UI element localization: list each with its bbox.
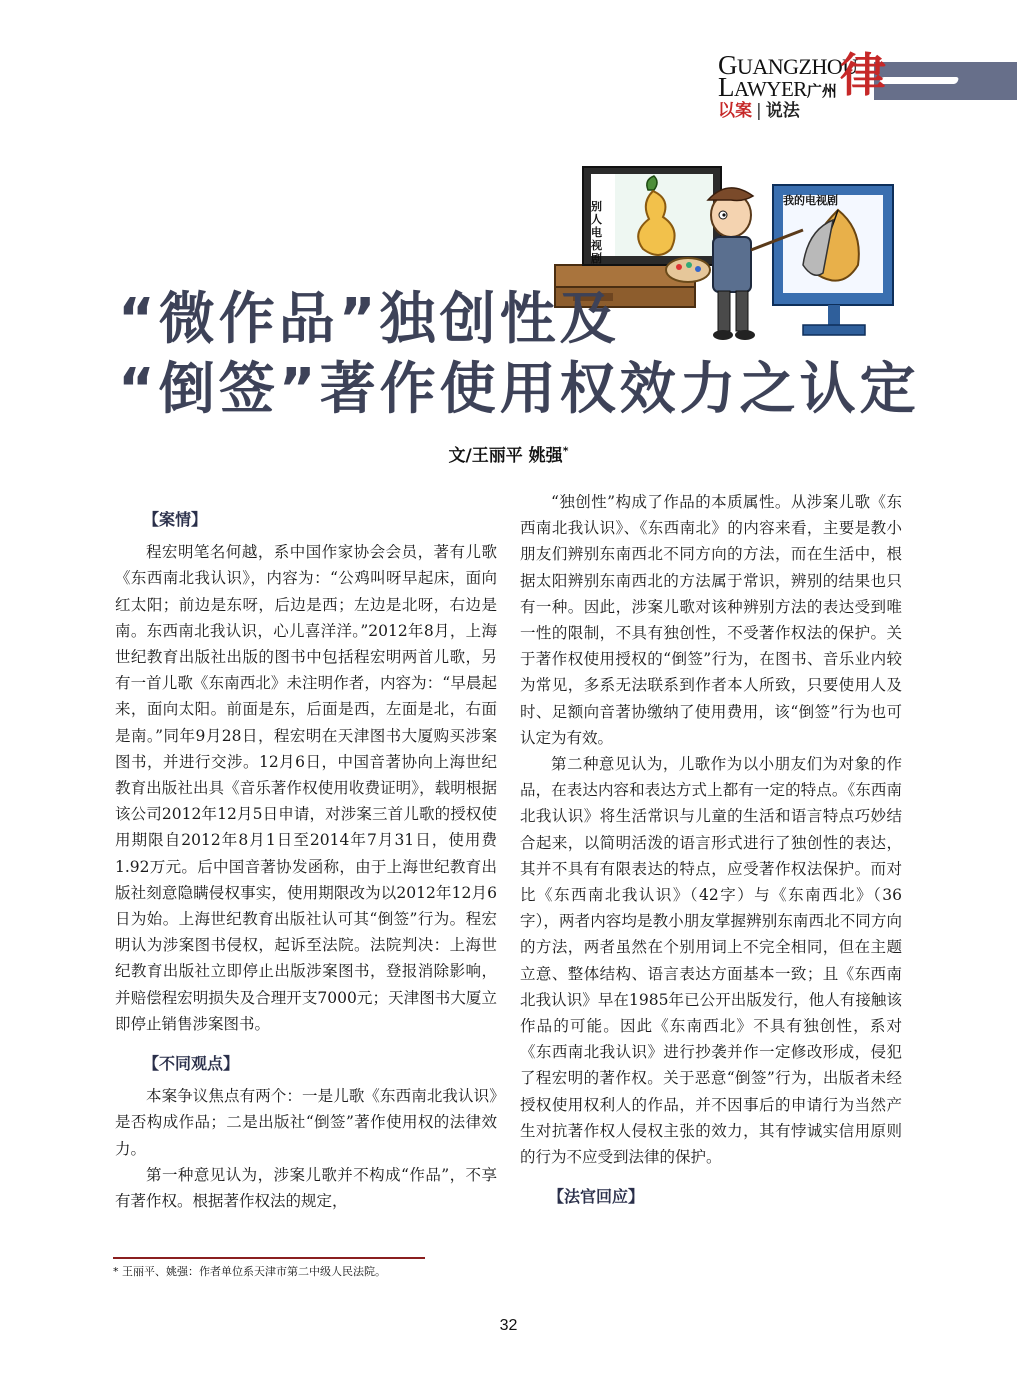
paragraph-first-opinion-cont: “独创性”构成了作品的本质属性。从涉案儿歌《东西南北我认识》、《东西南北》的内容来看，主要是教小朋友们辨别东南西北不同方向的方法，而在生活中，根据太阳辨别东南西北的方法属于常识，辨别的结果也只有一种。因此，涉案儿歌对该种辨别方法的表达受到唯一性的限制，不具有独创性，不受著作权法的保护。关于著作权使用授权的“倒签”行为，在图书、音乐业内较为常见，多系无法联系到作者本人所致，只要使用人及时、足额向音著协缴纳了使用费用，该“倒签”行为也可认定为有效。: [520, 493, 902, 747]
left-tv-label: 别人电视剧: [591, 200, 602, 265]
article-title-line2: “倒签”著作使用权效力之认定: [118, 357, 920, 422]
footnote-rule: [113, 1257, 425, 1259]
paragraph-second-opinion: 第二种意见认为，儿歌作为以小朋友们为对象的作品，在表达内容和表达方式上都有一定的特点。《东西南北我认识》将生活常识与儿童的生活和语言特点巧妙结合起来，以简明活泼的语言形式进行了独创性的表达，其并不具有有限表达的特点，应受著作权法保护。而对比《东西南北我认识》（42字）与《东南西北》（36字），两者内容均是教小朋友掌握辨别东南西北不同方向的方法，两者虽然在个别用词上不完全相同，但在主题立意、整体结构、语言表达方面基本一致；且《东西南北我认识》早在1985年已公开出版发行，他人有接触该作品的可能。因此《东南西北》不具有独创性，系对《东西南北我认识》进行抄袭并作一定修改形成，侵犯了程宏明的著作权。关于恶意“倒签”行为，出版者未经授权使用权利人的作品，并不因事后的申请行为当然产生对抗著作权人侵权主张的效力，其有悖诚实信用原则的行为不应受到法律的保护。: [520, 755, 902, 1167]
section-heading-opinions: 【不同观点】: [143, 1054, 240, 1074]
section-heading-case: 【案情】: [143, 510, 208, 529]
initial-g: G: [718, 50, 737, 80]
section-tag-b: 说法: [765, 101, 800, 121]
lawyer-rest: AWYER: [734, 77, 807, 101]
right-column: [520, 489, 902, 1216]
right-monitor-label: 我的电视剧: [783, 194, 838, 207]
masthead-guangzhou-cn: 广州: [806, 82, 837, 100]
guangzhou-rest: UANGZHOU: [737, 54, 858, 79]
byline-authors: 文/王丽平 姚强: [448, 446, 563, 466]
section-tag-a: 以案: [718, 101, 752, 121]
footnote: * 王丽平、姚强：作者单位系天津市第二中级人民法院。: [113, 1265, 386, 1278]
section-heading-judge-response: 【法官回应】: [548, 1187, 645, 1207]
page-number: 32: [499, 1317, 518, 1334]
masthead-lawyer: [718, 72, 837, 102]
left-column: [115, 489, 497, 1214]
section-tag: [718, 101, 800, 121]
masthead-guangzhou: [718, 50, 858, 80]
initial-l: L: [718, 72, 734, 102]
masthead-band: [874, 62, 1017, 100]
section-tag-separator: |: [756, 101, 762, 121]
brush-stroke: [879, 77, 960, 84]
byline-footnote-mark: *: [562, 444, 569, 458]
paragraph-case-facts: 程宏明笔名何越，系中国作家协会会员，著有儿歌《东西南北我认识》，内容为：“公鸡叫呀早起床，面向红太阳；前边是东呀，后边是西；左边是北呀，右边是南。东西南北我认识，心儿喜洋洋。”2012年8月，上海世纪教育出版社出版的图书中包括程宏明两首儿歌，另有一首儿歌《东南西北》未注明作者，内容为：“早晨起来，面向太阳。前面是东，后面是西，左面是北，右面是南。”同年9月28日，程宏明在天津图书大厦购买涉案图书，并进行交涉。12月6日，中国音著协向上海世纪教育出版社出具《音乐著作权使用收费证明》，载明根据该公司2012年12月5日申请，对涉案三首儿歌的授权使用期限自2012年8月1日至2014年7月31日，使用费1.92万元。后中国音著协发函称，由于上海世纪教育出版社刻意隐瞒侵权事实，使用期限改为以2012年12月6日为始。上海世纪教育出版社认可其“倒签”行为。程宏明认为涉案图书侵权，起诉至法院。法院判决：上海世纪教育出版社立即停止出版涉案图书，登报消除影响，并赔偿程宏明损失及合理开支7000元；天津图书大厦立即停止销售涉案图书。: [115, 543, 497, 1033]
masthead-lv-character: 律: [840, 48, 886, 102]
paragraph-first-opinion: 第一种意见认为，涉案儿歌并不构成“作品”，不享有著作权。根据著作权法的规定，: [115, 1165, 497, 1211]
article-title-line1: “微作品”独创性及: [118, 287, 620, 352]
paragraph-dispute-focus: 本案争议焦点有两个：一是儿歌《东西南北我认识》是否构成作品；二是出版社“倒签”著作使用权的法律效力。: [115, 1087, 497, 1158]
byline: [0, 441, 1017, 466]
masthead: [712, 50, 1017, 120]
